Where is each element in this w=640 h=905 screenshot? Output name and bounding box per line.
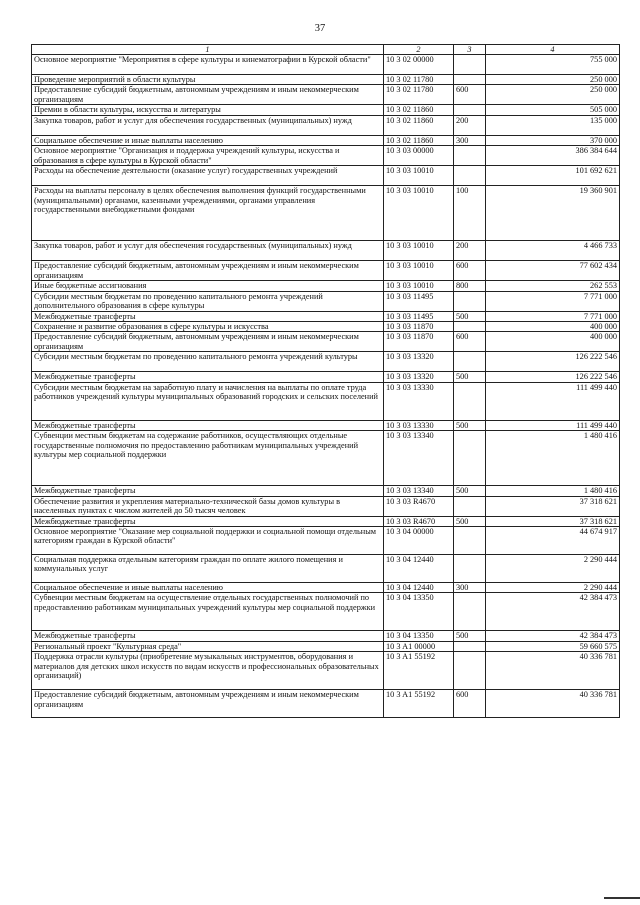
row-sum-cell: 59 660 575	[486, 641, 620, 651]
table-row	[32, 555, 620, 583]
table-row	[32, 322, 620, 332]
table-row	[32, 631, 620, 641]
table-row	[32, 281, 620, 291]
row-sum-cell: 44 674 917	[486, 527, 620, 555]
table-row	[32, 431, 620, 486]
budget-table	[31, 44, 620, 718]
table-row	[32, 55, 620, 75]
row-code-cell: 10 3 03 13320	[384, 352, 454, 372]
row-code-cell: 10 3 03 R4670	[384, 516, 454, 526]
row-code-cell: 10 3 02 11860	[384, 105, 454, 115]
row-code-cell: 10 3 03 13330	[384, 420, 454, 430]
row-name-cell: Сохранение и развитие образования в сфере культуры и искусства	[32, 322, 384, 332]
row-code-cell: 10 3 03 00000	[384, 146, 454, 166]
row-name-cell: Иные бюджетные ассигнования	[32, 281, 384, 291]
row-code-cell: 10 3 02 11780	[384, 75, 454, 85]
row-sum-cell: 77 602 434	[486, 261, 620, 281]
row-code-cell: 10 3 03 13330	[384, 382, 454, 420]
row-name-cell: Межбюджетные трансферты	[32, 311, 384, 321]
row-code-cell: 10 3 03 13320	[384, 372, 454, 382]
table-row	[32, 382, 620, 420]
row-sum-cell: 2 290 444	[486, 555, 620, 583]
row-code-cell: 10 3 03 11870	[384, 322, 454, 332]
header-col-expense-type: 3	[454, 45, 486, 55]
row-expense-type-cell	[454, 105, 486, 115]
row-expense-type-cell	[454, 652, 486, 690]
row-code-cell: 10 3 A1 55192	[384, 652, 454, 690]
row-name-cell: Основное мероприятие "Организация и поддержка учреждений культуры, искусства и образования в сфере культуры в Курской области"	[32, 146, 384, 166]
row-code-cell: 10 3 03 10010	[384, 241, 454, 261]
row-name-cell: Субсидии местным бюджетам по проведению капитального ремонта учреждений культуры	[32, 352, 384, 372]
table-row	[32, 186, 620, 241]
row-name-cell: Предоставление субсидий бюджетным, автономным учреждениям и иным некоммерческим организациям	[32, 261, 384, 281]
row-sum-cell: 505 000	[486, 105, 620, 115]
scan-edge-mark	[604, 897, 640, 899]
row-sum-cell: 40 336 781	[486, 690, 620, 718]
row-code-cell: 10 3 04 13350	[384, 593, 454, 631]
table-row	[32, 527, 620, 555]
row-name-cell: Субвенции местным бюджетам на содержание работников, осуществляющих отдельные государственные полномочия по предоставлению работникам муниципальных учреждений культуры мер социальной поддержки	[32, 431, 384, 486]
row-name-cell: Межбюджетные трансферты	[32, 420, 384, 430]
header-col-name: 1	[32, 45, 384, 55]
row-expense-type-cell	[454, 593, 486, 631]
row-name-cell: Закупка товаров, работ и услуг для обеспечения государственных (муниципальных) нужд	[32, 241, 384, 261]
row-sum-cell: 370 000	[486, 135, 620, 145]
table-row	[32, 420, 620, 430]
row-sum-cell: 2 290 444	[486, 583, 620, 593]
row-name-cell: Субвенции местным бюджетам на осуществление отдельных государственных полномочий по предоставлению работникам муниципальных учреждений культуры мер социальной поддержки	[32, 593, 384, 631]
table-row	[32, 352, 620, 372]
row-name-cell: Расходы на выплаты персоналу в целях обеспечения выполнения функций государственными (муниципальными) органами, казенными учреждениями, органами управления государственными внебюджетными фондами	[32, 186, 384, 241]
table-row	[32, 372, 620, 382]
row-expense-type-cell	[454, 146, 486, 166]
header-col-sum: 4	[486, 45, 620, 55]
row-expense-type-cell: 600	[454, 332, 486, 352]
row-name-cell: Региональный проект "Культурная среда"	[32, 641, 384, 651]
table-row	[32, 75, 620, 85]
row-expense-type-cell	[454, 496, 486, 516]
row-name-cell: Межбюджетные трансферты	[32, 486, 384, 496]
row-expense-type-cell: 500	[454, 311, 486, 321]
table-row	[32, 486, 620, 496]
row-expense-type-cell	[454, 527, 486, 555]
row-sum-cell: 126 222 546	[486, 352, 620, 372]
row-name-cell: Субсидии местным бюджетам на заработную плату и начисления на выплаты по оплате труда работников учреждений культуры муниципальных образований городских и сельских поселений	[32, 382, 384, 420]
row-sum-cell: 135 000	[486, 115, 620, 135]
row-code-cell: 10 3 03 10010	[384, 281, 454, 291]
row-code-cell: 10 3 03 10010	[384, 261, 454, 281]
table-row	[32, 690, 620, 718]
row-sum-cell: 7 771 000	[486, 311, 620, 321]
row-expense-type-cell: 500	[454, 516, 486, 526]
row-sum-cell: 37 318 621	[486, 516, 620, 526]
row-expense-type-cell	[454, 382, 486, 420]
row-sum-cell: 7 771 000	[486, 291, 620, 311]
row-name-cell: Основное мероприятие "Мероприятия в сфере культуры и кинематографии в Курской области"	[32, 55, 384, 75]
row-expense-type-cell: 600	[454, 261, 486, 281]
row-name-cell: Социальное обеспечение и иные выплаты населению	[32, 583, 384, 593]
row-code-cell: 10 3 04 00000	[384, 527, 454, 555]
row-name-cell: Премии в области культуры, искусства и литературы	[32, 105, 384, 115]
row-name-cell: Межбюджетные трансферты	[32, 516, 384, 526]
row-expense-type-cell: 200	[454, 241, 486, 261]
row-expense-type-cell	[454, 166, 486, 186]
table-row	[32, 146, 620, 166]
row-sum-cell: 42 384 473	[486, 631, 620, 641]
table-row	[32, 332, 620, 352]
row-expense-type-cell	[454, 352, 486, 372]
row-name-cell: Обеспечение развития и укрепления материально-технической базы домов культуры в населенных пунктах с числом жителей до 50 тысяч человек	[32, 496, 384, 516]
row-code-cell: 10 3 03 11870	[384, 332, 454, 352]
row-sum-cell: 755 000	[486, 55, 620, 75]
table-row	[32, 85, 620, 105]
row-name-cell: Субсидии местным бюджетам по проведению капитального ремонта учреждений дополнительного образования в сфере культуры	[32, 291, 384, 311]
table-row	[32, 105, 620, 115]
row-code-cell: 10 3 03 13340	[384, 431, 454, 486]
row-code-cell: 10 3 02 11860	[384, 115, 454, 135]
row-expense-type-cell: 500	[454, 372, 486, 382]
page-number: 37	[314, 23, 326, 34]
table-row	[32, 516, 620, 526]
row-code-cell: 10 3 03 11495	[384, 291, 454, 311]
row-name-cell: Предоставление субсидий бюджетным, автономным учреждениям и иным некоммерческим организациям	[32, 332, 384, 352]
row-name-cell: Предоставление субсидий бюджетным, автономным учреждениям и иным некоммерческим организациям	[32, 85, 384, 105]
row-name-cell: Проведение мероприятий в области культуры	[32, 75, 384, 85]
row-sum-cell: 111 499 440	[486, 420, 620, 430]
table-row	[32, 593, 620, 631]
row-name-cell: Закупка товаров, работ и услуг для обеспечения государственных (муниципальных) нужд	[32, 115, 384, 135]
row-sum-cell: 40 336 781	[486, 652, 620, 690]
row-code-cell: 10 3 02 00000	[384, 55, 454, 75]
table-row	[32, 641, 620, 651]
table-header	[32, 45, 620, 55]
row-code-cell: 10 3 03 10010	[384, 166, 454, 186]
row-expense-type-cell: 500	[454, 631, 486, 641]
row-name-cell: Социальная поддержка отдельным категориям граждан по оплате жилого помещения и коммунальных услуг	[32, 555, 384, 583]
table-row	[32, 496, 620, 516]
row-code-cell: 10 3 03 R4670	[384, 496, 454, 516]
row-sum-cell: 37 318 621	[486, 496, 620, 516]
row-code-cell: 10 3 04 12440	[384, 583, 454, 593]
table-body	[32, 55, 620, 718]
table-row	[32, 115, 620, 135]
row-expense-type-cell: 500	[454, 420, 486, 430]
row-expense-type-cell: 800	[454, 281, 486, 291]
row-expense-type-cell: 100	[454, 186, 486, 241]
row-sum-cell: 4 466 733	[486, 241, 620, 261]
row-sum-cell: 1 480 416	[486, 486, 620, 496]
row-code-cell: 10 3 02 11860	[384, 135, 454, 145]
row-expense-type-cell: 500	[454, 486, 486, 496]
table-row	[32, 135, 620, 145]
row-expense-type-cell	[454, 55, 486, 75]
row-expense-type-cell	[454, 291, 486, 311]
row-sum-cell: 250 000	[486, 75, 620, 85]
row-expense-type-cell	[454, 555, 486, 583]
row-expense-type-cell: 300	[454, 583, 486, 593]
row-sum-cell: 111 499 440	[486, 382, 620, 420]
table-row	[32, 583, 620, 593]
row-sum-cell: 126 222 546	[486, 372, 620, 382]
row-sum-cell: 386 384 644	[486, 146, 620, 166]
table-row	[32, 652, 620, 690]
row-name-cell: Расходы на обеспечение деятельности (оказание услуг) государственных учреждений	[32, 166, 384, 186]
row-expense-type-cell	[454, 431, 486, 486]
header-col-code: 2	[384, 45, 454, 55]
row-expense-type-cell: 300	[454, 135, 486, 145]
table-row	[32, 241, 620, 261]
row-name-cell: Основное мероприятие "Оказание мер социальной поддержки и социальной помощи отдельным категориям граждан в Курской области"	[32, 527, 384, 555]
row-sum-cell: 19 360 901	[486, 186, 620, 241]
row-code-cell: 10 3 03 13340	[384, 486, 454, 496]
row-name-cell: Межбюджетные трансферты	[32, 372, 384, 382]
row-sum-cell: 262 553	[486, 281, 620, 291]
row-sum-cell: 1 480 416	[486, 431, 620, 486]
row-name-cell: Поддержка отрасли культуры (приобретение музыкальных инструментов, оборудования и материалов для детских школ искусств по видам искусств и профессиональных образовательных организаций)	[32, 652, 384, 690]
table-row	[32, 311, 620, 321]
row-code-cell: 10 3 02 11780	[384, 85, 454, 105]
row-expense-type-cell	[454, 75, 486, 85]
table-row	[32, 166, 620, 186]
row-expense-type-cell: 200	[454, 115, 486, 135]
row-expense-type-cell: 600	[454, 85, 486, 105]
row-code-cell: 10 3 A1 00000	[384, 641, 454, 651]
row-name-cell: Предоставление субсидий бюджетным, автономным учреждениям и иным некоммерческим организациям	[32, 690, 384, 718]
row-name-cell: Межбюджетные трансферты	[32, 631, 384, 641]
header-row	[32, 45, 620, 55]
row-code-cell: 10 3 03 10010	[384, 186, 454, 241]
row-code-cell: 10 3 04 13350	[384, 631, 454, 641]
table-row	[32, 291, 620, 311]
row-sum-cell: 42 384 473	[486, 593, 620, 631]
row-code-cell: 10 3 A1 55192	[384, 690, 454, 718]
row-code-cell: 10 3 04 12440	[384, 555, 454, 583]
table-row	[32, 261, 620, 281]
row-sum-cell: 400 000	[486, 332, 620, 352]
row-expense-type-cell: 600	[454, 690, 486, 718]
row-sum-cell: 400 000	[486, 322, 620, 332]
row-sum-cell: 250 000	[486, 85, 620, 105]
row-name-cell: Социальное обеспечение и иные выплаты населению	[32, 135, 384, 145]
row-sum-cell: 101 692 621	[486, 166, 620, 186]
row-expense-type-cell	[454, 641, 486, 651]
row-code-cell: 10 3 03 11495	[384, 311, 454, 321]
row-expense-type-cell	[454, 322, 486, 332]
